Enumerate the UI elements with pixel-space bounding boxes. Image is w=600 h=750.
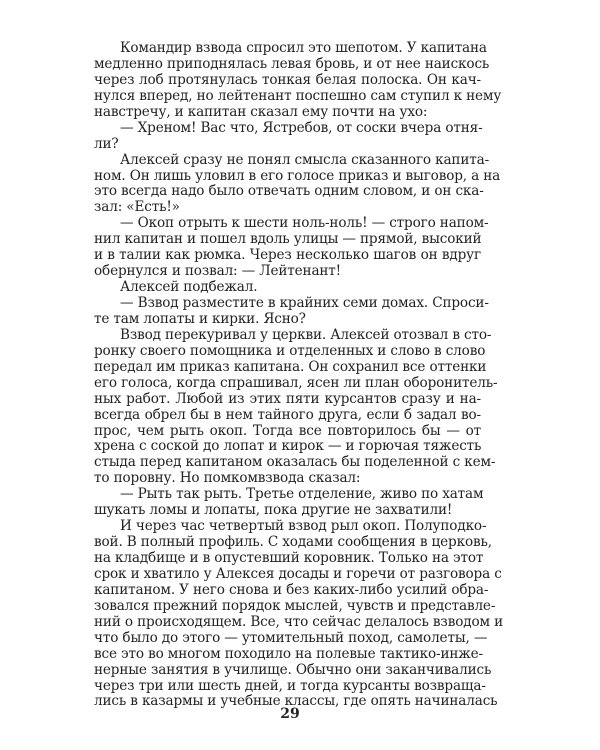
text-line: — Взвод разместите в крайних семи домах. Спроси-	[120, 295, 489, 311]
text-line: зал: «Есть!»	[94, 199, 180, 216]
text-line: Алексей сразу не понял смысла сказанного капита-	[120, 151, 490, 168]
text-line: нерные занятия в училище. Обычно они заканчивались	[94, 661, 492, 678]
text-line: нулся вперед, но лейтенант поспешно сам ступил к нему	[94, 87, 502, 104]
text-line: через лоб протянулась тонкая белая полоска. Он кач-	[94, 71, 481, 88]
text-line: Командир взвода спросил это шепотом. У капитана	[120, 40, 487, 56]
text-line: стыда перед капитаном оказалась бы поделенной с кем-	[94, 454, 496, 471]
text-line: Алексей подбежал.	[120, 279, 258, 296]
text-line: это всегда надо было отвечать одним словом, и он ска-	[94, 183, 484, 200]
text-line: передал им приказ капитана. Он сохранил все оттенки	[94, 358, 487, 375]
text-line: через три или шесть дней, и тогда курсанты возвраща-	[94, 677, 486, 694]
text-line: ронку своего помощника и отделенных и слово в слово	[94, 342, 486, 359]
text-line: — Рыть так рыть. Третье отделение, живо по хатам	[120, 486, 484, 503]
text-line: нил капитан и пошел вдоль улицы — прямой, высокий	[94, 231, 482, 248]
text-line: обернулся и позвал: — Лейтенант!	[94, 263, 341, 280]
text-line: все это во многом походило на полевые тактико-инже-	[94, 645, 483, 662]
text-line: всегда обрел бы в нем тайного друга, если б задал во-	[94, 406, 481, 423]
book-page-text	[94, 40, 503, 710]
text-line: ном. Он лишь уловил в его голосе приказ и выговор, а на	[94, 167, 501, 184]
text-line: И через час четвертый взвод рыл окоп. Полуподко-	[120, 518, 487, 535]
text-line: и в талии как рюмка. Через несколько шагов он вдруг	[94, 247, 481, 264]
text-line: вой. В полный профиль. С ходами сообщения в церковь,	[94, 534, 492, 551]
text-line: капитаном. У него снова и без каких-либо усилий обра-	[94, 581, 489, 598]
text-line: — Хреном! Вас что, Ястребов, от соски вчера отня-	[120, 119, 483, 136]
text-line: то поровну. Но помкомвзвода сказал:	[94, 470, 361, 487]
text-line: что было до этого — утомительный поход, самолеты, —	[94, 629, 488, 646]
text-line: хрена с соской до лопат и кирок — и горючая тяжесть	[94, 438, 482, 455]
page-number: 29	[280, 706, 300, 722]
text-line: медленно приподнялась левая бровь, и от нее наискось	[94, 55, 490, 72]
text-line: — Окоп отрыть к шести ноль-ноль! — строго напом-	[120, 215, 489, 232]
text-line: лись в казармы и учебные классы, где опять начиналась	[94, 693, 498, 710]
text-line: те там лопаты и кирки. Ясно?	[94, 310, 306, 327]
text-line: его голоса, когда спрашивал, ясен ли план оборонитель-	[94, 374, 498, 391]
text-line: ли?	[94, 135, 119, 152]
text-line: срок и хватило у Алексея досады и горечи от разговора с	[94, 565, 502, 582]
text-line: на кладбище и в опустевший коровник. Только на этот	[94, 550, 484, 566]
text-line: навстречу, и капитан сказал ему почти на ухо:	[94, 103, 428, 120]
text-line: ний о происходящем. Все, что сейчас делалось взводом и	[94, 613, 503, 630]
text-line: шукать ломы и лопаты, пока другие не захватили!	[94, 502, 453, 519]
text-line: ных работ. Любой из этих пяти курсантов сразу и на-	[94, 390, 481, 407]
text-line: прос, чем рыть окоп. Тогда все повторилось бы — от	[94, 422, 481, 439]
text-line: зовался прежний порядок мыслей, чувств и представле-	[94, 597, 496, 614]
text-line: Взвод перекуривал у церкви. Алексей отозвал в сто-	[120, 326, 492, 343]
